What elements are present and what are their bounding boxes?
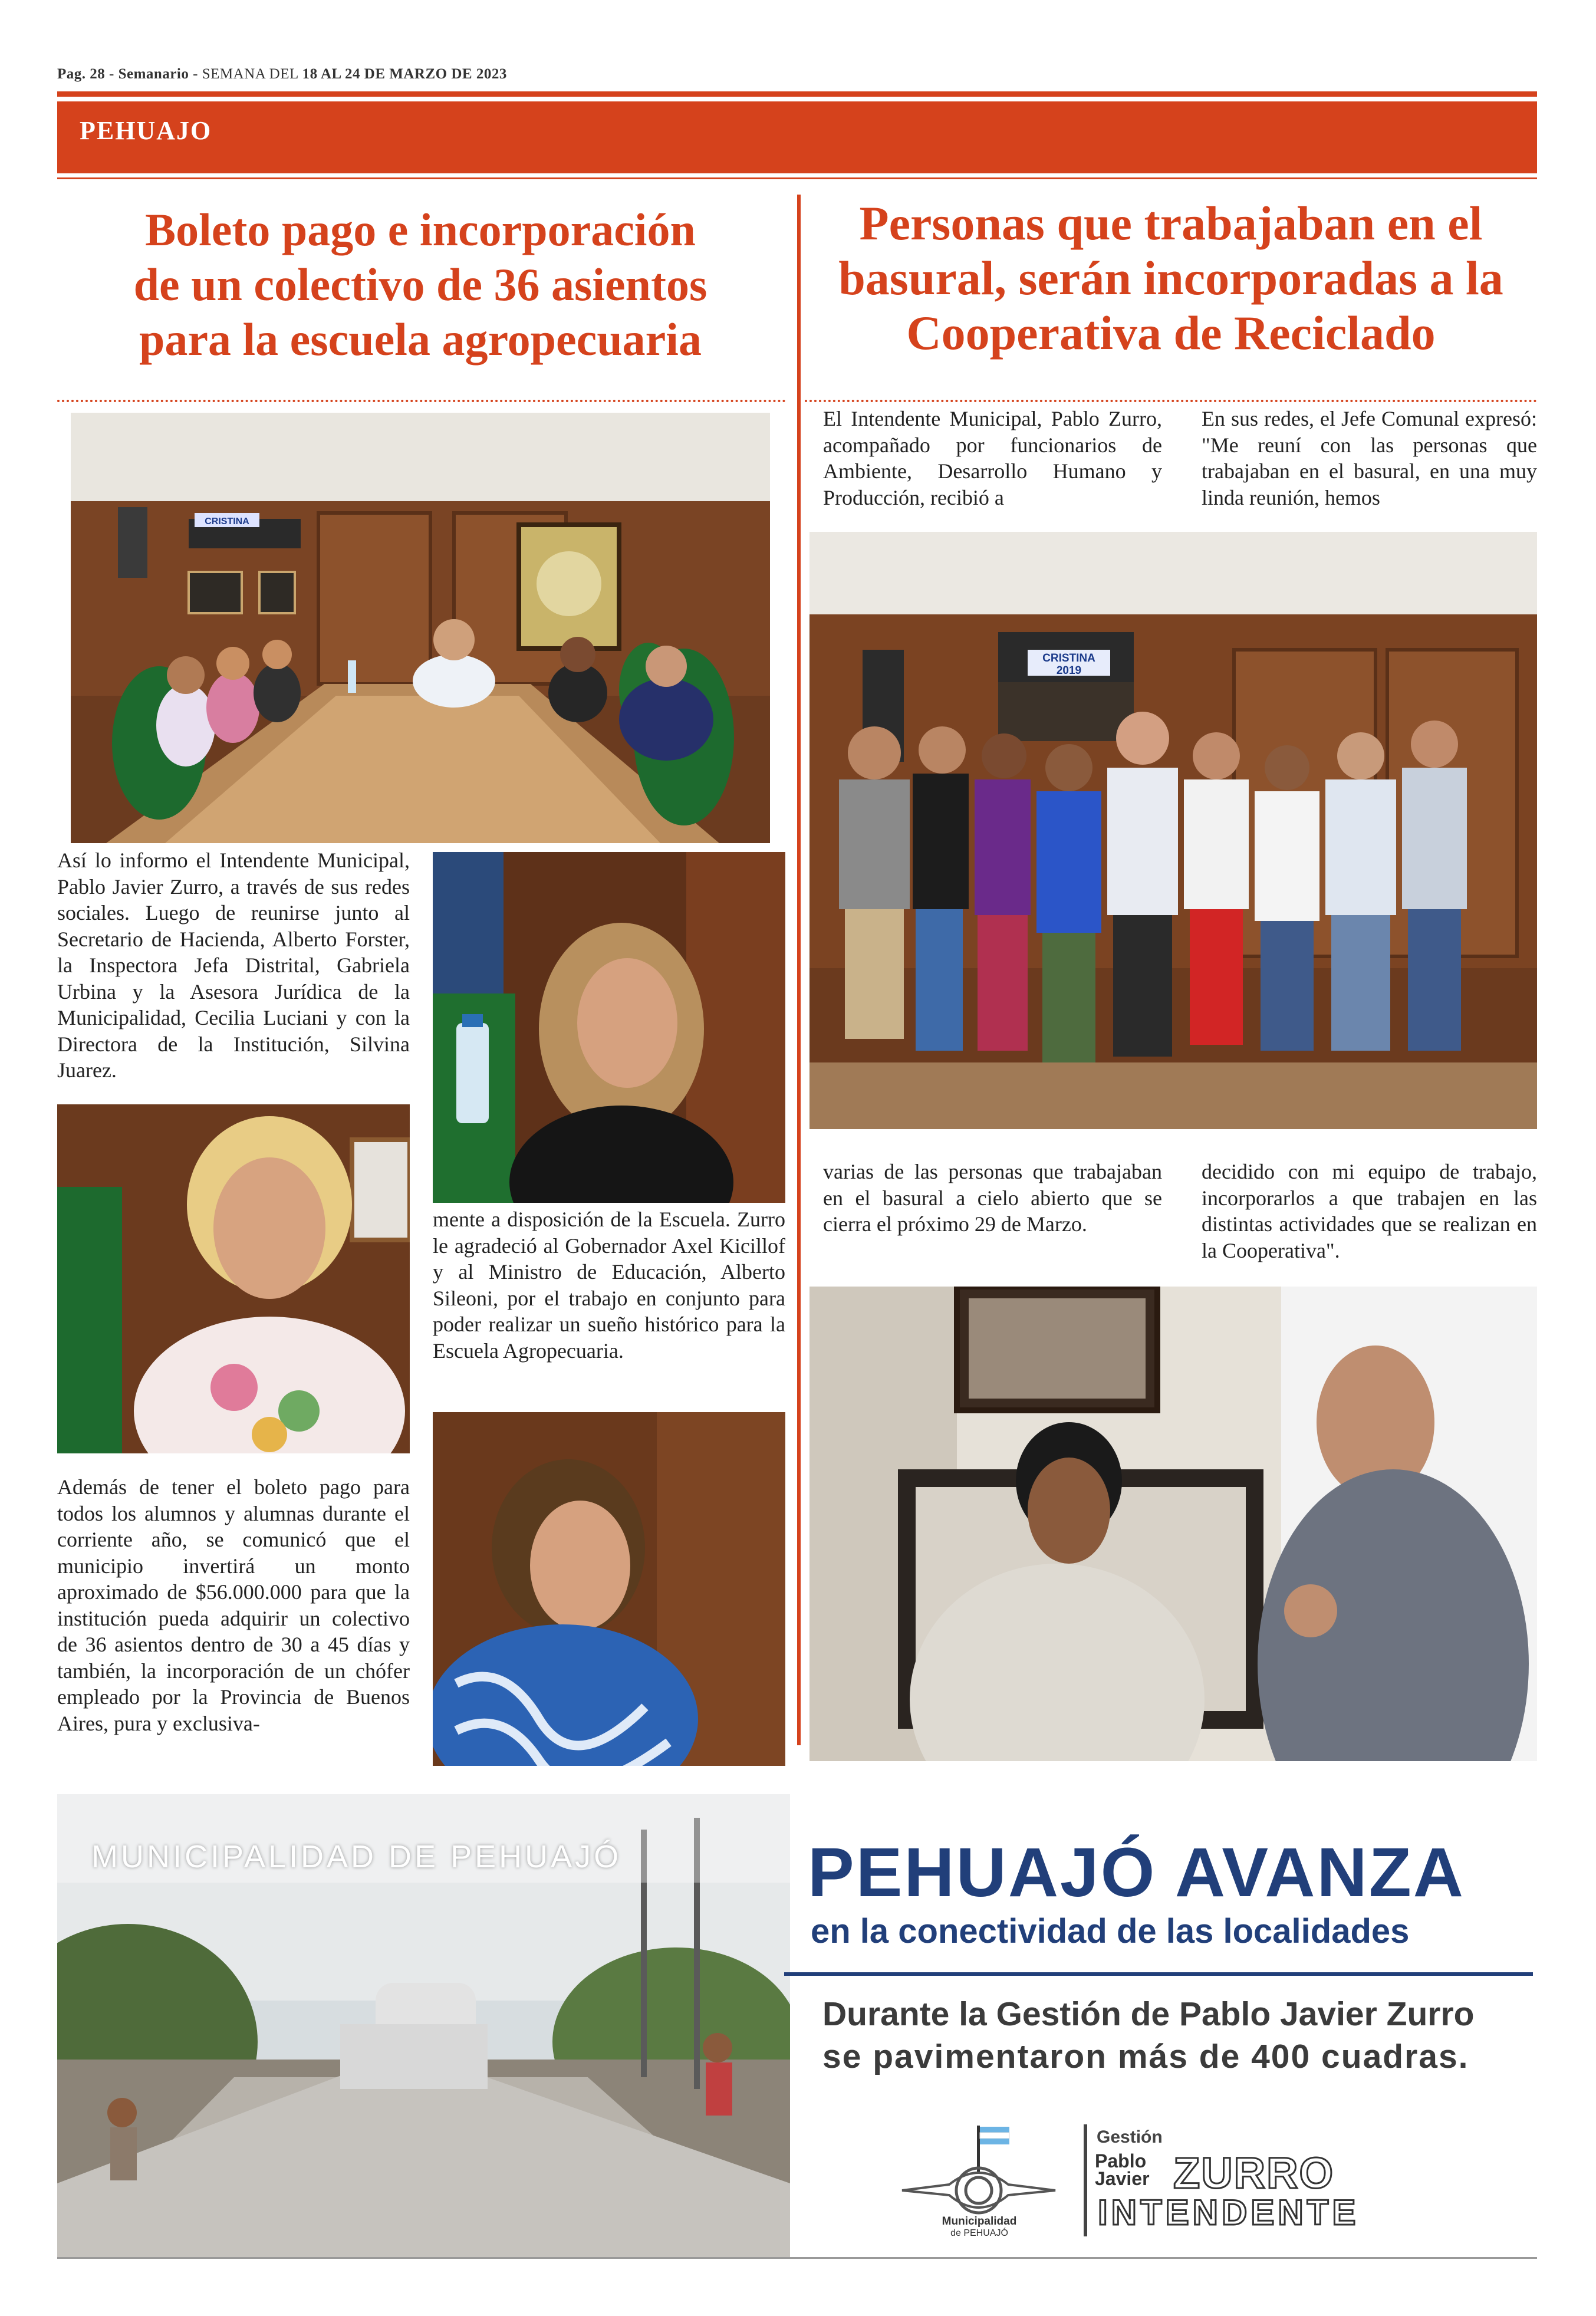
headline-left [57,202,784,367]
photo-woman-smiling [57,1104,410,1453]
dotted-divider [57,400,786,402]
group-sign-year: 2019 [1056,664,1082,677]
municipality-logo-sublabel: de PEHUAJÓ [950,2228,1008,2238]
ad-headline: PEHUAJÓ AVANZA [808,1834,1466,1912]
photo-woman-ponytail [433,1412,785,1766]
headline-right [805,196,1537,360]
column-divider [797,195,801,1745]
photo-meeting-table [71,413,770,843]
header-rule [57,91,1537,97]
gestion-middle-name: Javier [1095,2168,1150,2189]
gestion-first-names [1095,2152,1150,2187]
headline-left-line: para la escuela agropecuaria [139,314,702,365]
article-right-col1-top: El Intendente Municipal, Pablo Zurro, acompañado por funcionarios de Ambiente, Desarrollo Humano y Producción, recibió a [823,407,1162,509]
ad-photo-title: MUNICIPALIDAD DE PEHUAJÓ [91,1839,622,1874]
gestion-label: Gestión [1097,2127,1163,2147]
section-title: PEHUAJO [80,116,212,145]
section-banner [57,101,1537,173]
dotted-divider [805,400,1537,402]
meeting-sign-text: CRISTINA [205,517,249,527]
ad-text-line-2: se pavimentaron más de 400 cuadras. [822,2038,1469,2075]
page-number: Pag. 28 [57,66,106,82]
headline-right-line: Cooperativa de Reciclado [906,306,1436,360]
publication-name: Semanario [118,66,189,82]
week-prefix: - SEMANA DEL [189,66,302,82]
group-sign-text: CRISTINA [1042,652,1095,664]
article-left-paragraph-1: Así lo informo el Intendente Municipal, Pablo Javier Zurro, a través de sus redes sociales. Luego de reunirse junto al Secretario de Hacienda, Alberto Forster, la Inspectora Jefa Distrital, Gabriela Urbina y la Asesora Jurídica de la Municipalidad, Cecilia Luciani y con la Directora de la Institución, Silvina Juarez. [57,848,410,1082]
page-separator: - [105,66,119,82]
municipality-logo-label: Municipalidad [942,2215,1017,2228]
ad-subheadline: en la conectividad de las localidades [811,1912,1410,1950]
headline-right-line: Personas que trabajaban en el [859,196,1483,250]
article-right-col2-top: En sus redes, el Jefe Comunal expresó: "Me reuní con las personas que trabajaban en el basural, en una muy linda reunión, hemos [1202,407,1537,509]
headline-left-line: de un colectivo de 36 asientos [133,259,707,310]
gestion-first-name: Pablo [1095,2150,1147,2172]
article-right-col2-bottom: decidido con mi equipo de trabajo, incorporarlos a que trabajen en las distintas actividades que se realizan en la Cooperativa". [1202,1160,1537,1262]
gestion-last-name: ZURRO [1173,2149,1335,2197]
gestion-logo-bar [1084,2124,1087,2236]
article-left-paragraph-2: Además de tener el boleto pago para todos los alumnos y alumnas durante el corriente año, se comunicó que el municipio invertirá un monto aproximado de $56.000.000 para que la institución pueda adquirir un colectivo de 36 asientos dentro de 30 a 45 días y también, la incorporación de un chófer empleado por la Provincia de Buenos Aires, pura y exclusiva- [57,1475,410,1735]
article-right-col1-bottom: varias de las personas que trabajaban en el basural a cielo abierto que se cierra el próximo 29 de Marzo. [823,1160,1162,1236]
headline-left-line: Boleto pago e incorporación [145,204,696,255]
section-underline [57,177,1537,179]
page-info [57,66,507,83]
ad-text-line-1: Durante la Gestión de Pablo Javier Zurro [822,1995,1475,2033]
photo-conversation [809,1287,1537,1761]
photo-group [809,532,1537,1129]
photo-woman-curly-hair [433,852,785,1203]
gestion-title: INTENDENTE [1098,2193,1360,2232]
ad-divider [784,1972,1533,1976]
headline-right-line: basural, serán incorporadas a la [838,251,1503,305]
article-left-paragraph-3: mente a disposición de la Escuela. Zurro le agradeció al Gobernador Axel Kicillof y al Ministro de Educación, Alberto Sileoni, por el trabajo en conjunto para poder realizar un sueño histórico para la Escuela Agropecuaria. [433,1208,785,1363]
week-dates: 18 AL 24 DE MARZO DE 2023 [302,66,507,82]
ad-bottom-rule [57,2257,1537,2259]
